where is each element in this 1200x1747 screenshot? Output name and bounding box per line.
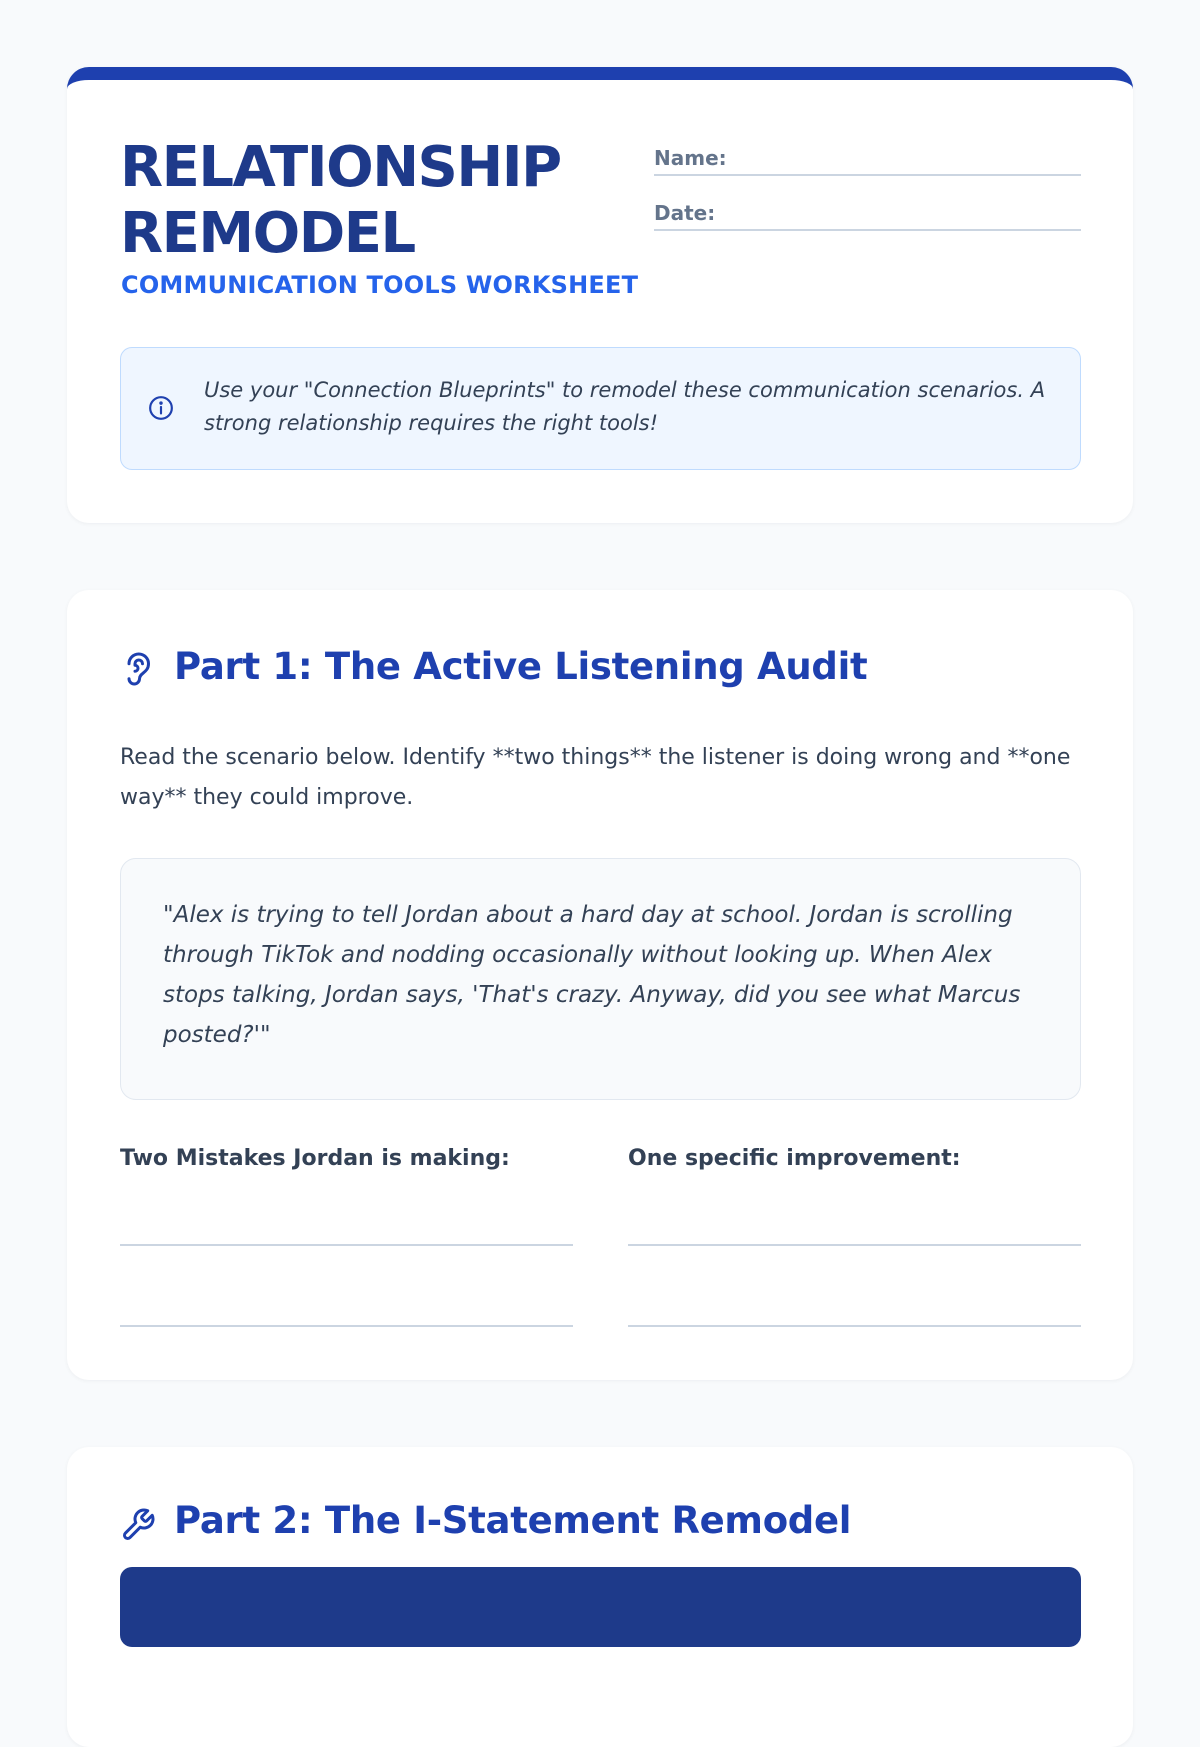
name-label: Name: — [654, 146, 727, 170]
part2-title: Part 2: The I-Statement Remodel — [174, 1499, 852, 1542]
mistakes-answer-line-2[interactable] — [120, 1325, 573, 1327]
wrench-icon — [120, 1505, 156, 1545]
part1-title: Part 1: The Active Listening Audit — [174, 645, 868, 688]
part1-instructions: Read the scenario below. Identify **two things** the listener is doing wrong and **one way** they could improve. — [120, 745, 1071, 810]
header-card — [67, 67, 1133, 523]
name-field[interactable] — [654, 136, 1081, 176]
improvement-label: One specific improvement: — [628, 1146, 961, 1171]
part2-card — [67, 1447, 1133, 1747]
improvement-answer-line-2[interactable] — [628, 1325, 1081, 1327]
scenario-text: "Alex is trying to tell Jordan about a hard day at school. Jordan is scrolling through TikTok and nodding occasionally without looking up. When Alex stops talking, Jordan says, 'That's crazy. Anyway, did you see what Marcus posted?'" — [163, 902, 1021, 1048]
mistakes-answer-line-1[interactable] — [120, 1244, 573, 1246]
title-line-1: RELATIONSHIP — [120, 135, 561, 200]
mistakes-label: Two Mistakes Jordan is making: — [120, 1146, 510, 1171]
part1-card — [67, 590, 1133, 1380]
worksheet-subtitle: COMMUNICATION TOOLS WORKSHEET — [121, 271, 639, 299]
notice-text: Use your "Connection Blueprints" to remodel these communication scenarios. A strong relationship requires the right tools! — [204, 378, 1046, 435]
info-icon — [148, 395, 174, 421]
ear-icon — [120, 649, 156, 689]
instruction-notice — [120, 347, 1081, 470]
title-line-2: REMODEL — [120, 201, 415, 266]
date-field[interactable] — [654, 191, 1081, 231]
scenario-box — [120, 858, 1081, 1100]
date-label: Date: — [654, 201, 716, 225]
part2-banner — [120, 1567, 1081, 1647]
worksheet-title — [120, 135, 561, 267]
improvement-answer-line-1[interactable] — [628, 1244, 1081, 1246]
